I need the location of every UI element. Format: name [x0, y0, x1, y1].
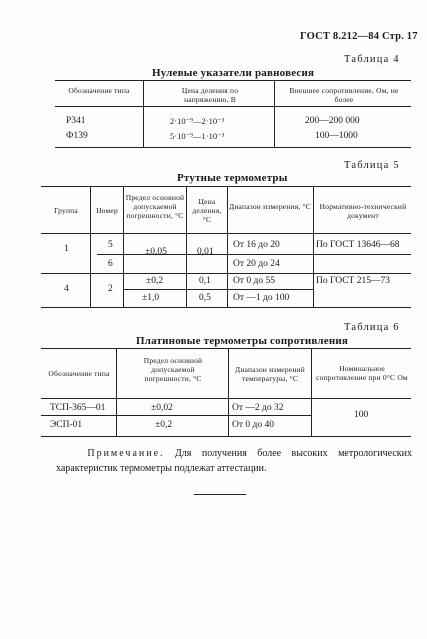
- table4-label: Таблица 4: [344, 54, 400, 65]
- table4-top-rule: [55, 80, 411, 81]
- table6-row-rule: [41, 415, 311, 416]
- table5-header-group: Группа: [54, 206, 78, 215]
- table5-cell-doc: По ГОСТ 13646—68: [316, 240, 400, 250]
- table5-header-division: Цена деления, °С: [192, 197, 222, 224]
- table5-bottom-rule: [41, 307, 411, 308]
- end-rule: [194, 494, 246, 495]
- table6-cell-range: От 0 до 40: [232, 420, 274, 430]
- table4-cell: 200—200 000: [305, 116, 360, 126]
- table4-divider: [274, 81, 275, 147]
- table5-cell-range: От 16 до 20: [233, 240, 280, 250]
- table5-header-error: Предел основной допускаемой погрешности, °С: [125, 193, 185, 220]
- table6-top-rule: [41, 348, 411, 349]
- table5-cell-division: 0,5: [199, 293, 211, 303]
- table5-cell-range: От 0 до 55: [233, 276, 275, 286]
- table5-header-rule: [41, 233, 411, 234]
- table6-header-resistance: Номинальное сопротивление при 0°С Ом: [316, 364, 408, 382]
- table5-divider: [123, 187, 124, 307]
- table6-cell-resistance: 100: [354, 410, 369, 420]
- table5-header-number: Номер: [96, 206, 118, 215]
- table5-cell-number: 6: [108, 259, 113, 269]
- table6-header-error: Предел основной допускаемой погрешности, °С: [143, 356, 203, 383]
- table5-top-rule: [41, 186, 411, 187]
- table4-cell: Р341: [66, 116, 86, 126]
- table4-title: Нулевые указатели равновесия: [152, 67, 315, 79]
- page-header: ГОСТ 8.212—84 Стр. 17: [300, 31, 418, 42]
- table4-divider: [143, 81, 144, 147]
- table5-cell-range: От —1 до 100: [233, 293, 290, 303]
- table5-title: Ртутные термометры: [177, 172, 288, 184]
- table6-cell-error: ±0,2: [155, 420, 173, 430]
- table6-bottom-rule: [41, 436, 411, 437]
- table5-cell-group: 4: [64, 284, 69, 294]
- table5-cell-number: 2: [108, 284, 113, 294]
- table4-header-rule: [55, 106, 411, 107]
- table5-cell-doc: По ГОСТ 215—73: [316, 276, 390, 286]
- note-text: Для получения более высоких метрологических характеристик термометры подлежат аттестации.: [56, 448, 413, 474]
- table5-row-rule: [41, 273, 411, 274]
- table4-header-resistance: Внешнее сопротивление, Ом, не более: [289, 86, 399, 104]
- table5-cell-division: 0,01: [197, 247, 214, 257]
- table5-divider: [313, 187, 314, 307]
- table4-cell: 2·10⁻⁹—2·10⁻³: [170, 116, 225, 126]
- table5-cell-error: ±0,2: [146, 276, 164, 286]
- table6-header-rule: [41, 398, 411, 399]
- table6-cell-type: ТСП-365—01: [50, 403, 106, 413]
- table6-header-type: Обозначение типа: [48, 369, 110, 378]
- table5-divider: [227, 187, 228, 307]
- table6-title: Платиновые термометры сопротивления: [136, 335, 349, 347]
- table4-header-type: Обозначение типа: [68, 86, 130, 95]
- table6-divider: [228, 349, 229, 436]
- table5-cell-error: ±0,05: [145, 247, 167, 257]
- table5-row-rule: [123, 289, 313, 290]
- table4-bottom-rule: [55, 147, 411, 148]
- table6-cell-range: От —2 до 32: [232, 403, 284, 413]
- table6-cell-error: ±0,02: [151, 403, 173, 413]
- table6-divider: [311, 349, 312, 436]
- table5-divider: [90, 187, 91, 307]
- table5-header-doc: Нормативно-технический документ: [319, 202, 407, 220]
- table6-label: Таблица 6: [344, 322, 400, 333]
- table4-cell: 100—1000: [315, 131, 358, 141]
- table5-cell-number: 5: [108, 240, 113, 250]
- table5-label: Таблица 5: [344, 160, 400, 171]
- table5-header-range: Диапазон измерения, °С: [229, 202, 311, 211]
- table4-cell: 5·10⁻⁹—1·10⁻³: [170, 131, 225, 141]
- table5-cell-division: 0,1: [199, 276, 211, 286]
- table4-header-division: Цена деления по напряжению, В: [181, 86, 239, 104]
- table5-cell-group: 1: [64, 244, 69, 254]
- table6-header-range: Диапазон измерений температуры, °С: [235, 365, 305, 383]
- note-paragraph: [56, 446, 412, 476]
- note-lead: Примечание.: [87, 448, 165, 459]
- table5-cell-error: ±1,0: [142, 293, 160, 303]
- table5-cell-range: От 20 до 24: [233, 259, 280, 269]
- table4-cell: Ф139: [66, 131, 88, 141]
- table5-divider: [186, 187, 187, 307]
- table6-divider: [116, 349, 117, 436]
- table6-cell-type: ЭСП-01: [50, 420, 83, 430]
